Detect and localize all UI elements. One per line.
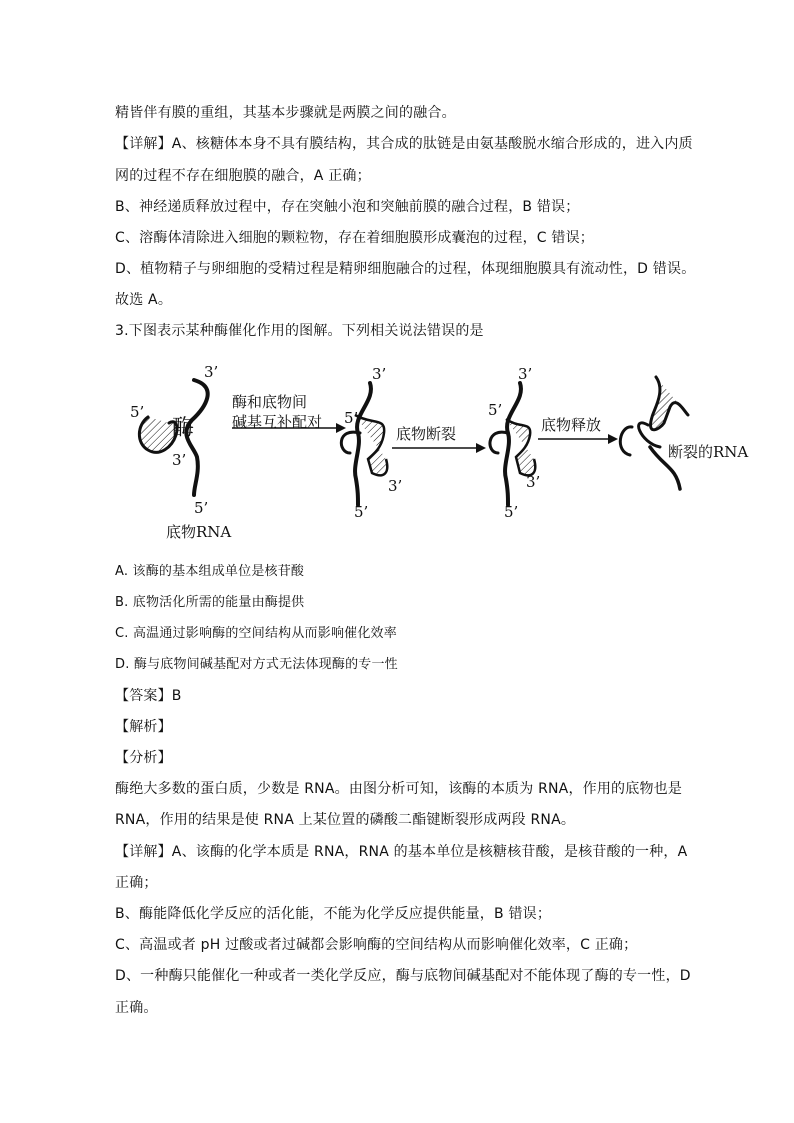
text-line: 【详解】A、该酶的化学本质是 RNA，RNA 的基本单位是核糖核苷酸，是核苷酸的一种，A	[115, 844, 688, 860]
arrow-release	[538, 416, 618, 444]
label-5prime: 5’	[354, 503, 369, 521]
label-enzyme: 酶	[172, 416, 195, 441]
label-3prime: 3’	[526, 473, 541, 491]
enzyme-diagram	[0, 355, 794, 555]
option-a: A. 该酶的基本组成单位是核苷酸	[115, 564, 305, 579]
analysis-heading: 【解析】	[115, 719, 172, 735]
label-5prime: 5’	[194, 499, 209, 517]
option-b: B. 底物活化所需的能量由酶提供	[115, 595, 305, 610]
stage-2	[341, 365, 402, 521]
text-line: 【详解】A、核糖体本身不具有膜结构，其合成的肽链是由氨基酸脱水缩合形成的，进入内质	[115, 136, 693, 152]
text-line: 精皆伴有膜的重组，其基本步骤就是两膜之间的融合。	[115, 105, 456, 121]
label-step1-line1: 酶和底物间	[232, 393, 308, 411]
text-line: 正确。	[115, 1000, 158, 1016]
stage-4	[620, 377, 748, 489]
arrow-pairing	[232, 393, 346, 433]
option-c: C. 高温通过影响酶的空间结构从而影响催化效率	[115, 626, 397, 641]
label-step3: 底物释放	[541, 416, 602, 434]
label-step1-line2: 碱基互补配对	[232, 413, 323, 431]
label-5prime: 5’	[130, 403, 145, 421]
label-3prime: 3’	[204, 363, 219, 381]
label-3prime: 3’	[388, 477, 403, 495]
text-line: C、高温或者 pH 过酸或者过碱都会影响酶的空间结构从而影响催化效率，C 正确；	[115, 937, 638, 953]
stage-3	[488, 365, 540, 521]
text-line: 故选 A。	[115, 292, 173, 308]
text-line: C、溶酶体清除进入细胞的颗粒物，存在着细胞膜形成囊泡的过程，C 错误；	[115, 230, 594, 246]
text-line: 正确；	[115, 875, 158, 891]
text-line: B、酶能降低化学反应的活化能，不能为化学反应提供能量，B 错误；	[115, 906, 552, 922]
label-3prime: 3’	[172, 451, 187, 469]
label-broken-rna: 断裂的RNA	[668, 443, 749, 461]
text-line: 酶绝大多数的蛋白质，少数是 RNA。由图分析可知，该酶的本质为 RNA，作用的底物也是	[115, 781, 683, 797]
question-title: 3.下图表示某种酶催化作用的图解。下列相关说法错误的是	[115, 323, 484, 339]
stage-1	[130, 363, 231, 541]
text-line: 网的过程不存在细胞膜的融合，A 正确；	[115, 168, 371, 184]
label-5prime: 5’	[488, 401, 503, 419]
text-line: B、神经递质释放过程中，存在突触小泡和突触前膜的融合过程，B 错误；	[115, 199, 580, 215]
label-5prime: 5’	[344, 409, 359, 427]
analysis-subheading: 【分析】	[115, 750, 172, 766]
text-line: D、一种酶只能催化一种或者一类化学反应，酶与底物间碱基配对不能体现了酶的专一性，D	[115, 968, 691, 984]
label-5prime: 5’	[504, 503, 519, 521]
text-line: D、植物精子与卵细胞的受精过程是精卵细胞融合的过程，体现细胞膜具有流动性，D 错误。	[115, 261, 696, 277]
text-line: RNA，作用的结果是使 RNA 上某位置的磷酸二酯键断裂形成两段 RNA。	[115, 812, 576, 828]
label-step2: 底物断裂	[396, 425, 457, 443]
label-substrate-rna: 底物RNA	[166, 523, 232, 541]
label-3prime: 3’	[372, 365, 387, 383]
answer-label: 【答案】B	[115, 688, 182, 704]
arrow-cleavage	[392, 425, 486, 453]
label-3prime: 3’	[518, 365, 533, 383]
option-d: D. 酶与底物间碱基配对方式无法体现酶的专一性	[115, 657, 398, 672]
